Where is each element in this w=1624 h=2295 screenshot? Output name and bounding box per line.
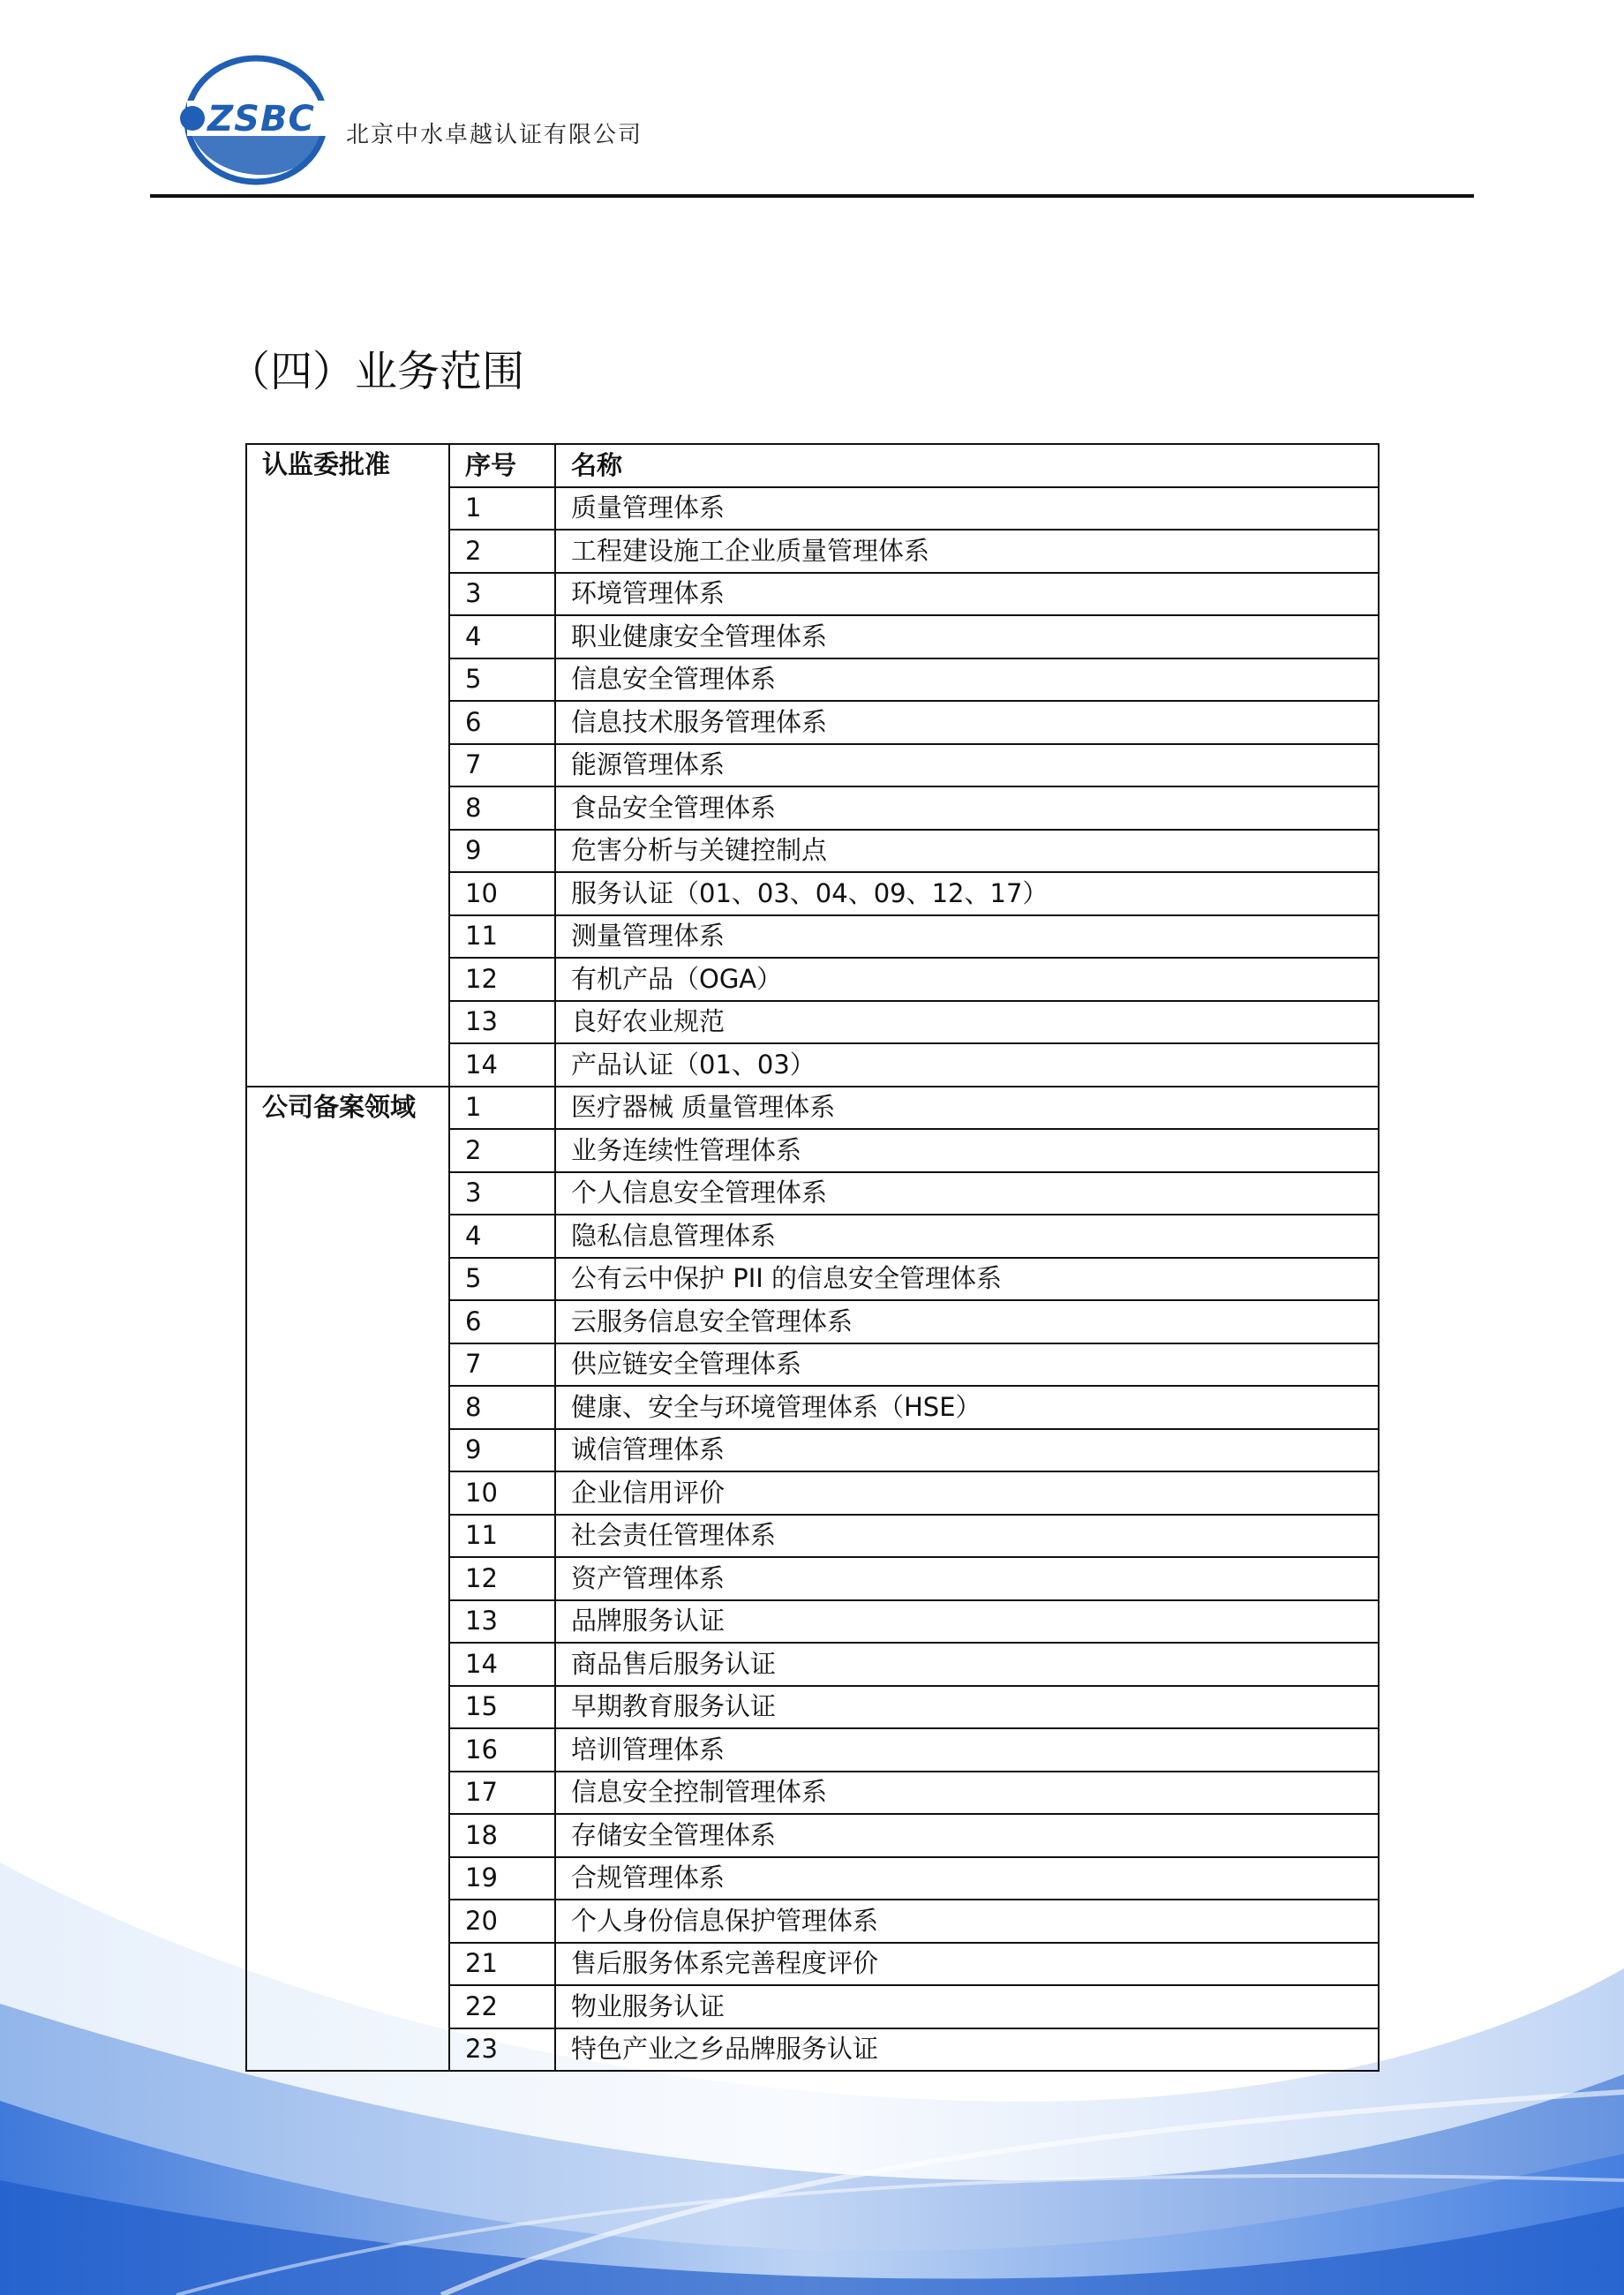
row-name: 产品认证（01、03） bbox=[555, 1043, 1379, 1087]
row-number: 17 bbox=[449, 1772, 555, 1815]
row-number: 5 bbox=[449, 1258, 555, 1301]
row-name: 质量管理体系 bbox=[555, 487, 1379, 530]
logo-text: ZSBC bbox=[207, 99, 315, 139]
row-number: 13 bbox=[449, 1600, 555, 1644]
row-number: 9 bbox=[449, 1429, 555, 1472]
row-name: 业务连续性管理体系 bbox=[555, 1129, 1379, 1172]
category-cell-company-filed: 公司备案领域 bbox=[246, 1087, 449, 2072]
row-number: 6 bbox=[449, 701, 555, 744]
row-number: 4 bbox=[449, 1215, 555, 1258]
row-name: 个人信息安全管理体系 bbox=[555, 1172, 1379, 1215]
row-name: 有机产品（OGA） bbox=[555, 958, 1379, 1001]
row-number: 8 bbox=[449, 786, 555, 830]
row-number: 8 bbox=[449, 1386, 555, 1429]
row-name: 个人身份信息保护管理体系 bbox=[555, 1900, 1379, 1943]
row-number: 20 bbox=[449, 1900, 555, 1943]
row-number: 13 bbox=[449, 1001, 555, 1044]
row-name: 工程建设施工企业质量管理体系 bbox=[555, 530, 1379, 573]
row-name: 培训管理体系 bbox=[555, 1728, 1379, 1772]
row-name: 良好农业规范 bbox=[555, 1001, 1379, 1044]
section-title: （四）业务范围 bbox=[228, 347, 525, 396]
table-header-row bbox=[246, 444, 1379, 487]
row-name: 能源管理体系 bbox=[555, 744, 1379, 787]
row-name: 医疗器械 质量管理体系 bbox=[555, 1087, 1379, 1130]
row-number: 3 bbox=[449, 1172, 555, 1215]
row-name: 资产管理体系 bbox=[555, 1557, 1379, 1600]
row-name: 云服务信息安全管理体系 bbox=[555, 1300, 1379, 1343]
row-number: 22 bbox=[449, 1985, 555, 2028]
row-name: 特色产业之乡品牌服务认证 bbox=[555, 2028, 1379, 2072]
row-name: 早期教育服务认证 bbox=[555, 1686, 1379, 1729]
row-number: 11 bbox=[449, 1515, 555, 1558]
row-name: 职业健康安全管理体系 bbox=[555, 615, 1379, 658]
row-name: 售后服务体系完善程度评价 bbox=[555, 1943, 1379, 1986]
business-scope-table bbox=[245, 443, 1380, 2072]
row-name: 食品安全管理体系 bbox=[555, 786, 1379, 830]
row-name: 健康、安全与环境管理体系（HSE） bbox=[555, 1386, 1379, 1429]
company-name: 北京中水卓越认证有限公司 bbox=[346, 122, 643, 148]
row-number: 1 bbox=[449, 487, 555, 530]
company-logo bbox=[175, 51, 334, 192]
row-name: 品牌服务认证 bbox=[555, 1600, 1379, 1644]
row-name: 社会责任管理体系 bbox=[555, 1515, 1379, 1558]
header-divider bbox=[150, 194, 1474, 198]
row-name: 公有云中保护 PII 的信息安全管理体系 bbox=[555, 1258, 1379, 1301]
row-name: 诚信管理体系 bbox=[555, 1429, 1379, 1472]
row-number: 14 bbox=[449, 1643, 555, 1686]
row-number: 2 bbox=[449, 1129, 555, 1172]
column-header-number: 序号 bbox=[449, 444, 555, 487]
row-name: 信息安全控制管理体系 bbox=[555, 1772, 1379, 1815]
row-name: 信息安全管理体系 bbox=[555, 658, 1379, 702]
row-number: 11 bbox=[449, 915, 555, 959]
row-name: 合规管理体系 bbox=[555, 1857, 1379, 1900]
row-name: 存储安全管理体系 bbox=[555, 1814, 1379, 1857]
row-number: 12 bbox=[449, 1557, 555, 1600]
row-number: 10 bbox=[449, 1471, 555, 1515]
row-number: 3 bbox=[449, 573, 555, 616]
row-name: 信息技术服务管理体系 bbox=[555, 701, 1379, 744]
row-number: 7 bbox=[449, 744, 555, 787]
row-name: 商品售后服务认证 bbox=[555, 1643, 1379, 1686]
row-number: 19 bbox=[449, 1857, 555, 1900]
row-number: 12 bbox=[449, 958, 555, 1001]
row-number: 18 bbox=[449, 1814, 555, 1857]
row-number: 6 bbox=[449, 1300, 555, 1343]
row-number: 2 bbox=[449, 530, 555, 573]
row-number: 4 bbox=[449, 615, 555, 658]
row-number: 9 bbox=[449, 830, 555, 873]
row-number: 7 bbox=[449, 1343, 555, 1387]
row-name: 隐私信息管理体系 bbox=[555, 1215, 1379, 1258]
row-name: 企业信用评价 bbox=[555, 1471, 1379, 1515]
row-name: 供应链安全管理体系 bbox=[555, 1343, 1379, 1387]
table-row bbox=[246, 1087, 1379, 1130]
row-name: 测量管理体系 bbox=[555, 915, 1379, 959]
row-number: 15 bbox=[449, 1686, 555, 1729]
row-name: 危害分析与关键控制点 bbox=[555, 830, 1379, 873]
column-header-name: 名称 bbox=[555, 444, 1379, 487]
row-name: 服务认证（01、03、04、09、12、17） bbox=[555, 872, 1379, 915]
row-number: 5 bbox=[449, 658, 555, 702]
row-number: 21 bbox=[449, 1943, 555, 1986]
row-number: 23 bbox=[449, 2028, 555, 2072]
row-number: 14 bbox=[449, 1043, 555, 1087]
row-name: 环境管理体系 bbox=[555, 573, 1379, 616]
row-number: 1 bbox=[449, 1087, 555, 1130]
row-number: 16 bbox=[449, 1728, 555, 1772]
row-name: 物业服务认证 bbox=[555, 1985, 1379, 2028]
category-cell-cnca: 认监委批准 bbox=[246, 444, 449, 1087]
row-number: 10 bbox=[449, 872, 555, 915]
page-header bbox=[0, 0, 1624, 203]
